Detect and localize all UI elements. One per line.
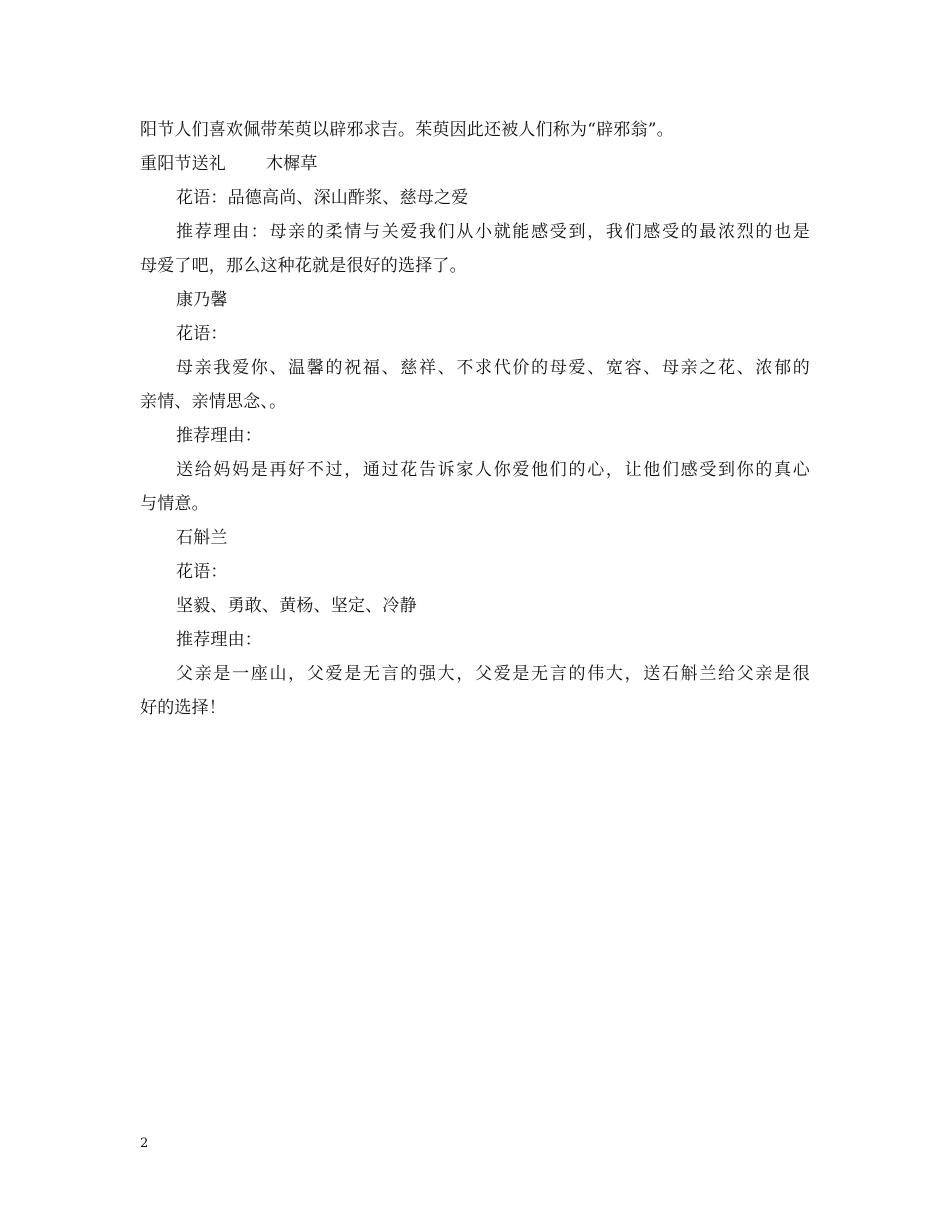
flower-language-text: 母亲我爱你、温馨的祝福、慈祥、不求代价的母爱、宽容、母亲之花、浓郁的 [176, 358, 810, 378]
paragraph-line: 母爱了吧，那么这种花就是很好的选择了。 [140, 256, 467, 276]
section-heading [140, 147, 810, 181]
recommendation-line: 推荐理由：母亲的柔情与关爱我们从小就能感受到，我们感受的最浓烈的也是 [176, 222, 810, 242]
recommendation-text: 送给妈妈是再好不过，通过花告诉家人你爱他们的心，让他们感受到你的真心 [176, 460, 810, 480]
paragraph-line: 与情意。 [140, 494, 209, 514]
flower-language-text: 坚毅、勇敢、黄杨、坚定、冷静 [176, 596, 417, 616]
document-body [140, 113, 810, 725]
paragraph-line: 好的选择！ [140, 698, 226, 718]
recommendation-label: 推荐理由： [176, 630, 262, 650]
heading-left-text: 重阳节送礼 [140, 154, 226, 174]
paragraph-line: 阳节人们喜欢佩带茱萸以辟邪求吉。茱萸因此还被人们称为“辟邪翁”。 [140, 120, 674, 140]
flower-title: 石斛兰 [176, 528, 228, 548]
recommendation-label: 推荐理由： [176, 426, 262, 446]
paragraph-line: 亲情、亲情思念、。 [140, 392, 287, 412]
flower-language-label: 花语： [176, 562, 228, 582]
page-number: 2 [140, 1136, 149, 1151]
flower-language-line: 花语：品德高尚、深山酢浆、慈母之爱 [176, 188, 469, 208]
flower-language-label: 花语： [176, 324, 228, 344]
flower-title: 康乃馨 [176, 290, 228, 310]
recommendation-text: 父亲是一座山，父爱是无言的强大，父爱是无言的伟大，送石斛兰给父亲是很 [176, 664, 810, 684]
heading-right-text: 木樨草 [266, 154, 318, 174]
